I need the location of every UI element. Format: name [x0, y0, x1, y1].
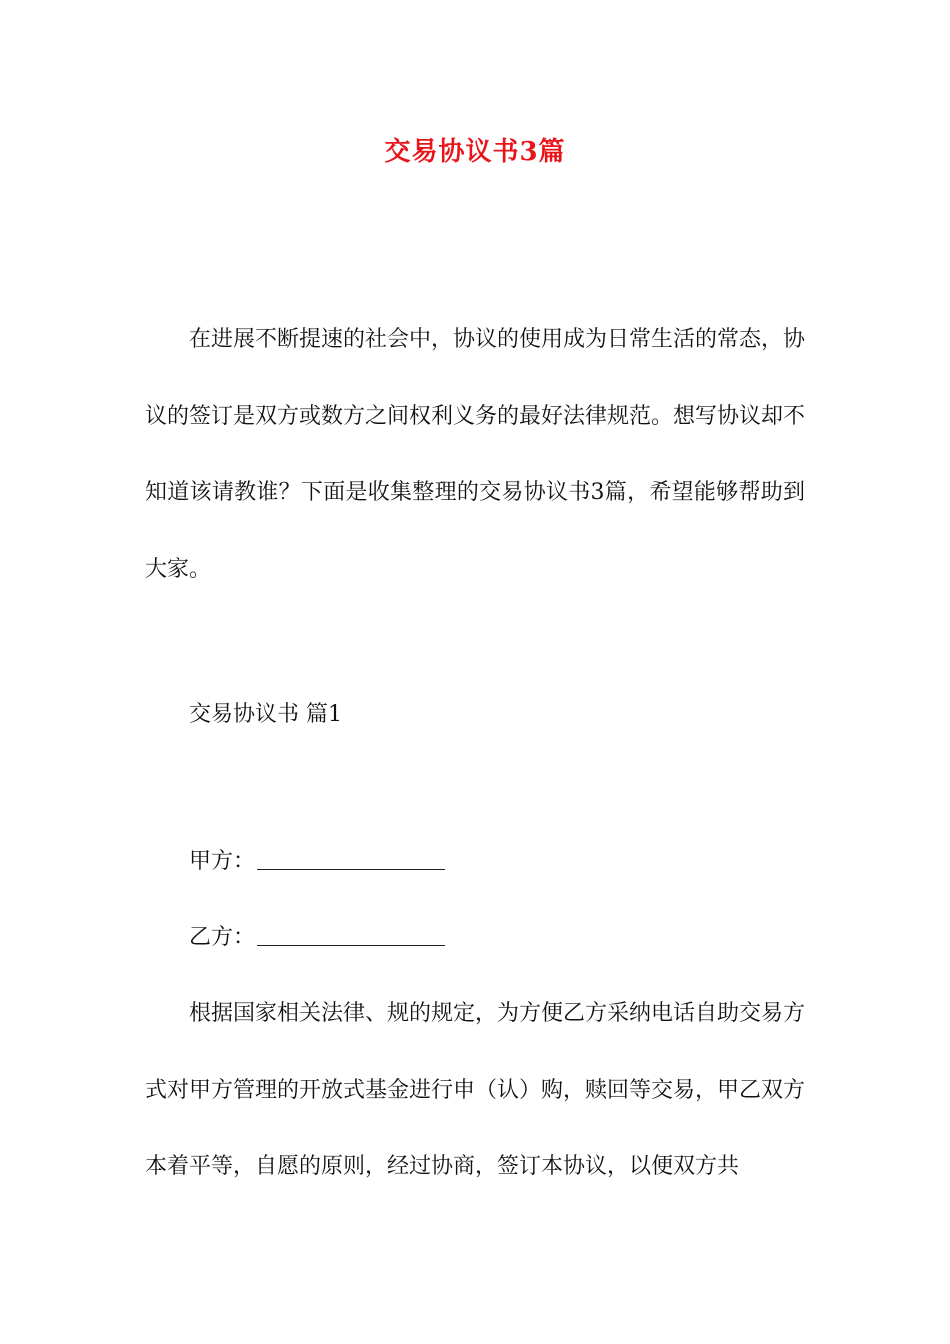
- party-a-blank: [257, 853, 445, 870]
- document-title: 交易协议书3篇: [384, 137, 566, 167]
- party-a-label: 甲方：: [189, 849, 256, 874]
- body-paragraph: 根据国家相关法律、规的规定，为方便乙方采纳电话自助交易方式对甲方管理的开放式基金进行申（认）购，赎回等交易，甲乙双方本着平等，自愿的原则，经过协商，签订本协议，以便双方共: [145, 1001, 806, 1179]
- party-a-line: [189, 824, 445, 901]
- party-b-label: 乙方：: [189, 925, 256, 950]
- section-heading: 交易协议书 篇1: [189, 702, 342, 727]
- party-b-line: [189, 900, 445, 977]
- intro-paragraph: 在进展不断提速的社会中，协议的使用成为日常生活的常态，协议的签订是双方或数方之间权利义务的最好法律规范。想写协议却不知道该请教谁？下面是收集整理的交易协议书3篇，希望能够帮助到大家。: [145, 327, 806, 582]
- party-b-blank: [257, 929, 445, 946]
